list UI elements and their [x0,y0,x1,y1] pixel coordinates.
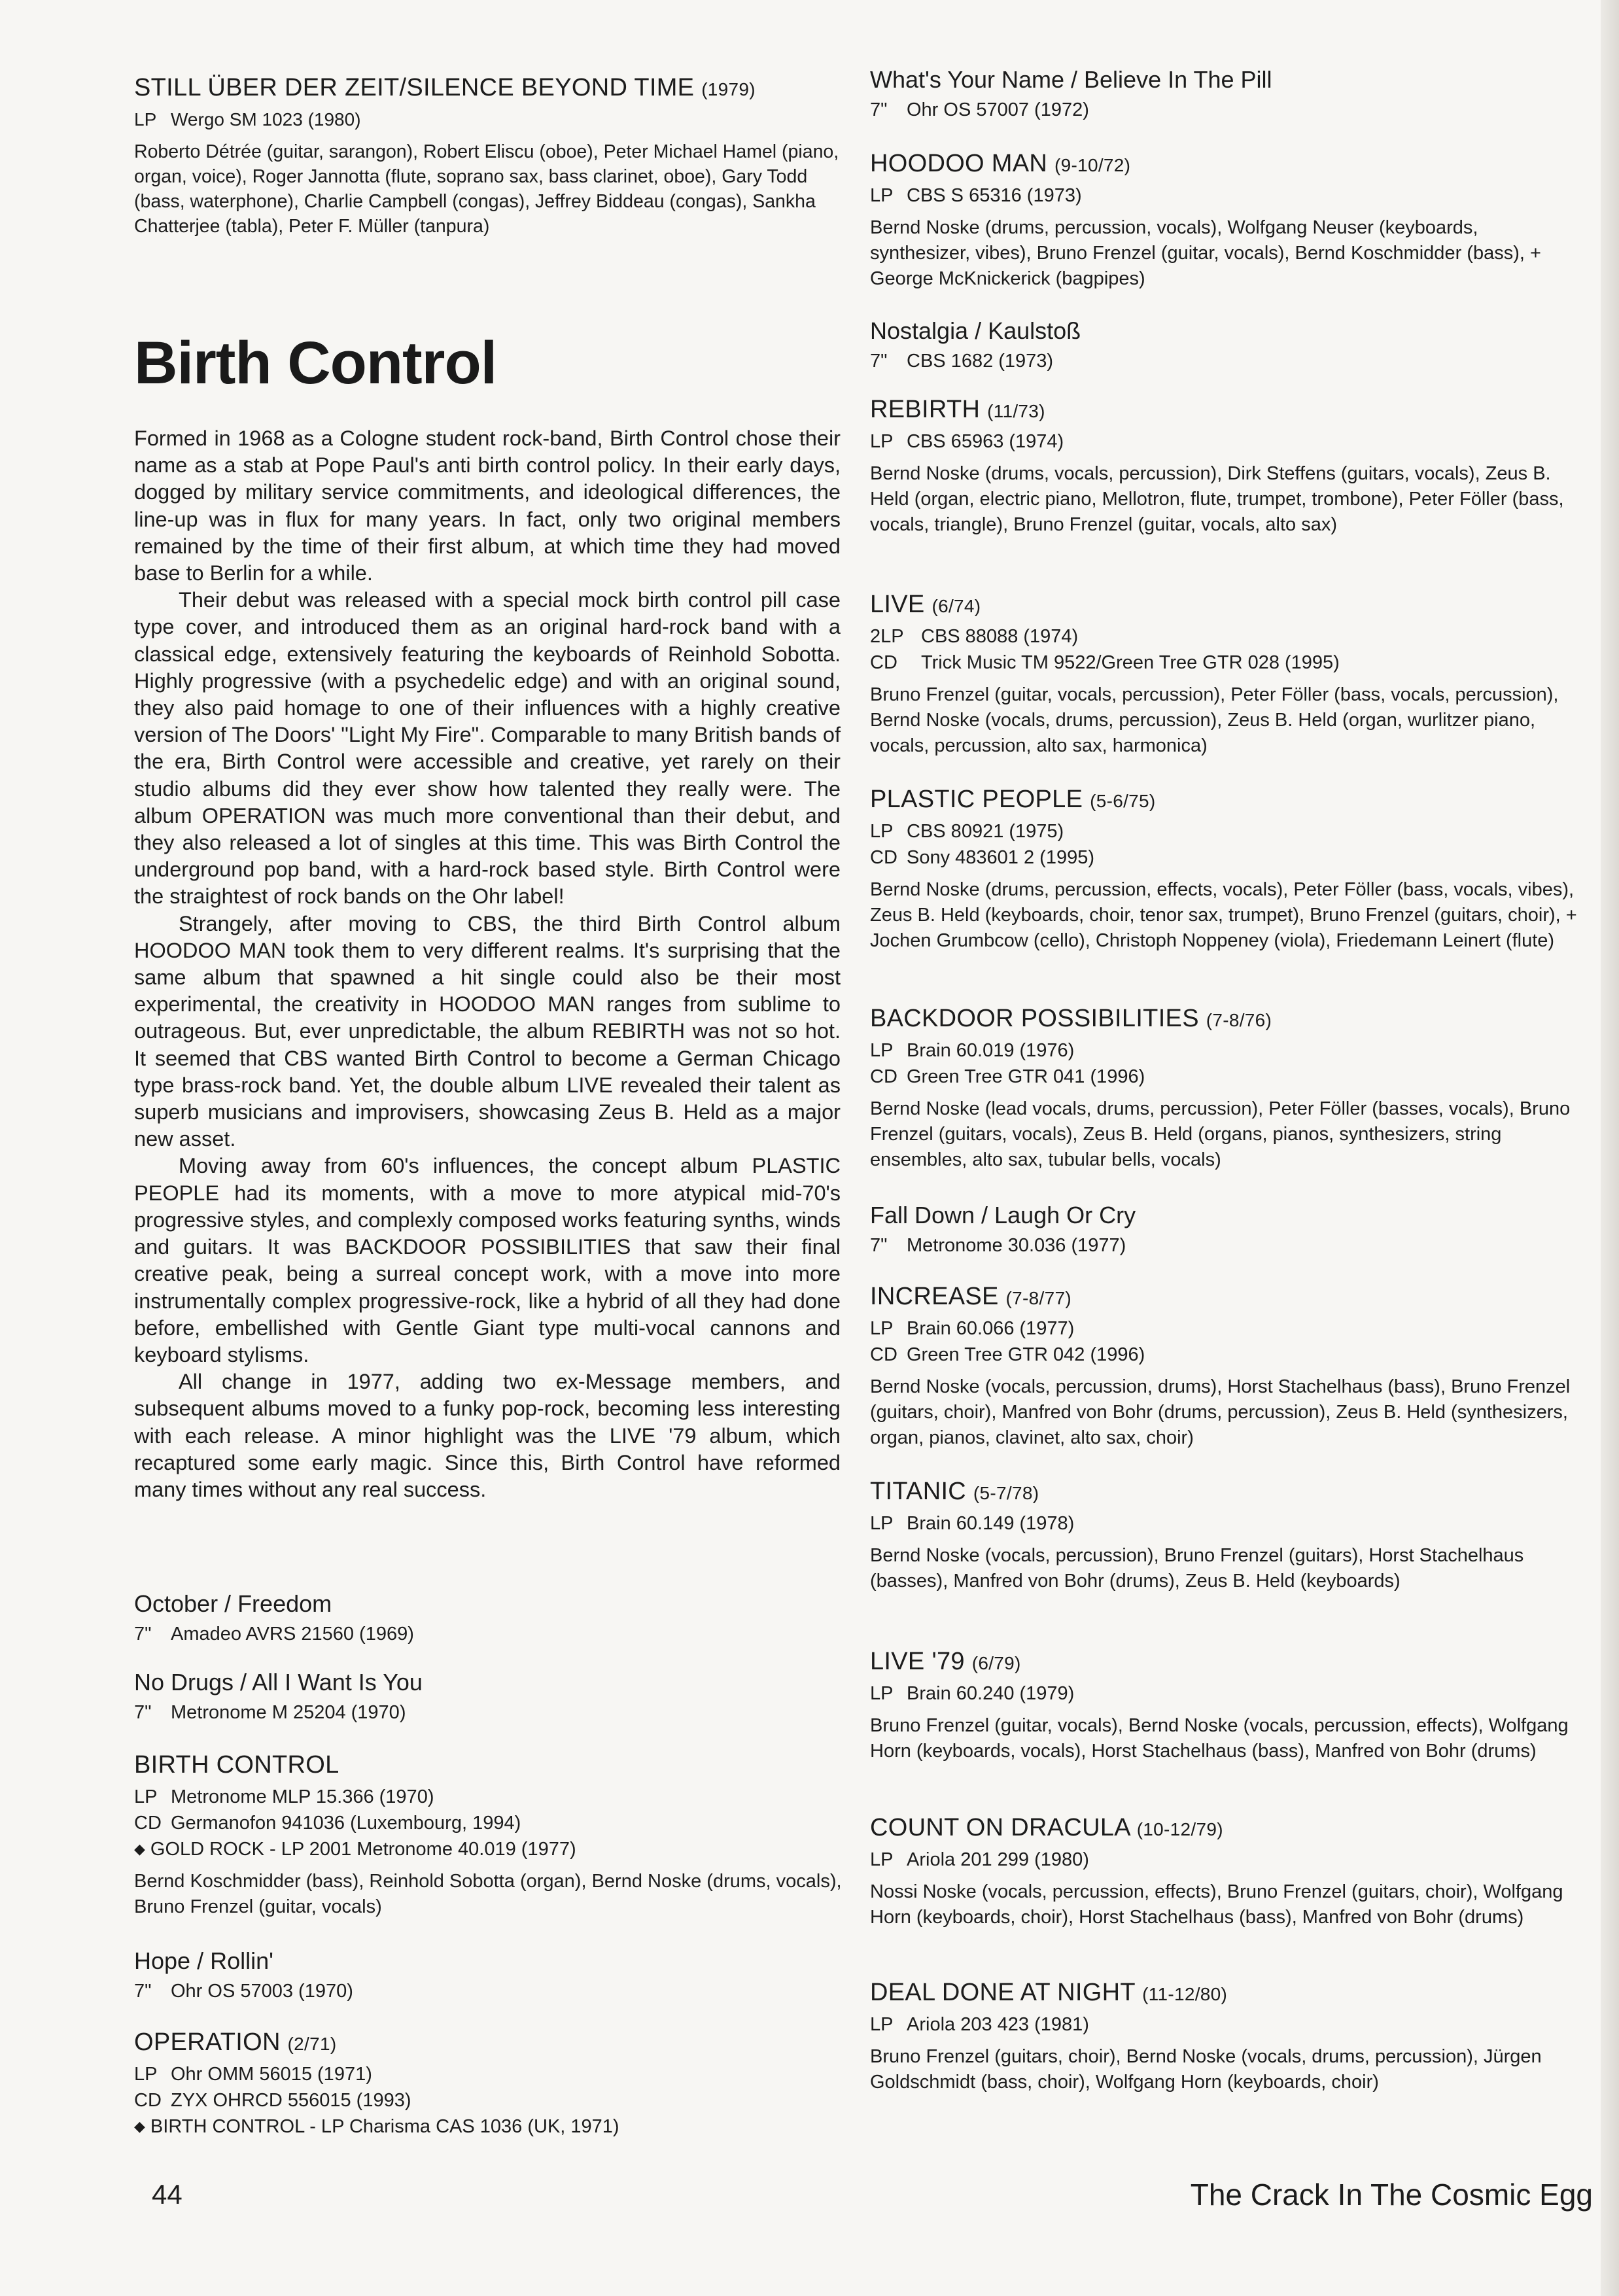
album-personnel: Bruno Frenzel (guitar, vocals), Bernd Noske (vocals, percussion, effects), Wolfgang Horn (keyboards, vocals), Horst Stachelhaus (bass), Manfred von Bohr (drums) [870,1715,1569,1762]
release-line: LP Metronome MLP 15.366 (1970) [134,1786,434,1807]
release-line: LP Ariola 203 423 (1981) [870,2014,1089,2035]
album-title: LIVE (6/74) [870,591,981,618]
bio-paragraph: Moving away from 60's influences, the concept album PLASTIC PEOPLE had its moments, with a move to more atypical mid-70's progressive styles, and complexly composed works featuring synths, winds and guitars. It was BACKDOOR POSSIBILITIES that saw their final creative peak, being a surreal concept work, with a move into more instrumentally complex progressive-rock, like a hybrid of all they had done before, embellished with Gentle Giant type multi-vocal cannons and keyboard stylisms. [134,1154,841,1366]
album-personnel: Bernd Noske (drums, percussion, effects, vocals), Peter Föller (bass, vocals, vibes), Zeus B. Held (keyboards, choir, tenor sax, trumpet), Bruno Frenzel (guitars, choir), + Jochen Grumbcow (cello), Christoph Noppeney (viola), Friedemann Leinert (flute) [870,879,1577,951]
album-personnel: Bernd Noske (vocals, percussion), Bruno Frenzel (guitars), Horst Stachelhaus (basses), Manfred von Bohr (drums), Zeus B. Held (keyboards) [870,1545,1524,1592]
album-title: BIRTH CONTROL [134,1751,339,1779]
release-line: 7" Ohr OS 57003 (1970) [134,1981,353,2002]
bio-paragraph: All change in 1977, adding two ex-Message members, and subsequent albums moved to a funky pop-rock, becoming less interesting with each release. A minor highlight was the LIVE '79 album, which recaptured some early magic. Since this, Birth Control have reformed many times without any real success. [134,1370,841,1501]
album-title: PLASTIC PEOPLE (5-6/75) [870,786,1156,813]
release-line: ◆ BIRTH CONTROL - LP Charisma CAS 1036 (UK, 1971) [134,2113,844,2140]
single-title: Fall Down / Laugh Or Cry [870,1202,1136,1228]
discography-entry [134,2028,844,2140]
diamond-bullet-icon: ◆ [134,2118,145,2134]
album-title: BACKDOOR POSSIBILITIES (7-8/76) [870,1005,1272,1032]
release-line: LP Brain 60.149 (1978) [870,1513,1075,1534]
album-personnel: Bernd Noske (drums, percussion, vocals), Wolfgang Neuser (keyboards, synthesizer, vibes), Bruno Frenzel (guitar, vocals), Bernd Koschmidder (bass), + George McKnickerick (bagpipes) [870,217,1541,289]
release-line: LP Brain 60.240 (1979) [870,1683,1075,1704]
release-line: CD ZYX OHRCD 556015 (1993) [134,2090,411,2111]
discography-entry [870,1647,1583,1764]
release-line: 7" Amadeo AVRS 21560 (1969) [134,1624,414,1644]
album-personnel: Nossi Noske (vocals, percussion, effects), Bruno Frenzel (guitars, choir), Wolfgang Horn (keyboards, choir), Horst Stachelhaus (bass), Manfred von Bohr (drums) [870,1881,1563,1928]
bio-paragraph: Their debut was released with a special mock birth control pill case type cover, and introduced them as an original hard-rock band with a classical edge, extensively featuring the keyboards of Reinhold Sobotta. Highly progressive (with a psychedelic edge) and with an original sound, they also paid homage to one of their influences with a highly creative version of The Doors' "Light My Fire". Comparable to many British bands of the era, Birth Control were accessible and creative, yet rarely on their studio albums did they ever show how talented they really were. The album OPERATION was much more conventional than their debut, and they also released a lot of singles at this time. This was Birth Control the underground pop band, with a hard-rock based style. Birth Control were the straightest of rock bands on the Ohr label! [134,588,841,909]
album-title: OPERATION (2/71) [134,2028,337,2056]
prev-entry [134,73,844,239]
artist-biography [134,425,841,1503]
release-line: LP CBS 65963 (1974) [870,431,1064,452]
bio-paragraph: Strangely, after moving to CBS, the third Birth Control album HOODOO MAN took them to very different realms. It's surprising that the same album that spawned a hit single could also be their most experimental, the creativity in HOODOO MAN ranges from sublime to outrageous. But, ever unpredictable, the album REBIRTH was not so hot. It seemed that CBS wanted Birth Control to become a German Chicago type brass-rock band. Yet, the double album LIVE revealed their talent as superb musicians and improvisers, showcasing Zeus B. Held as a major new asset. [134,911,841,1151]
discography-entry [134,1668,844,1726]
discography-entry [870,1282,1583,1451]
discography-entry [870,317,1583,374]
release-line: 7" Metronome M 25204 (1970) [134,1702,406,1723]
release-line: CD Sony 483601 2 (1995) [870,847,1094,868]
album-personnel: Bernd Noske (drums, vocals, percussion), Dirk Steffens (guitars, vocals), Zeus B. Held (organ, electric piano, Mellotron, flute, trumpet, trombone), Peter Föller (bass, vocals, triangle), Bruno Frenzel (guitar, vocals, alto sax) [870,463,1564,535]
single-title: Hope / Rollin' [134,1947,273,1974]
album-title: DEAL DONE AT NIGHT (11-12/80) [870,1979,1228,2006]
release-line: 7" CBS 1682 (1973) [870,351,1054,372]
album-personnel: Bruno Frenzel (guitar, vocals, percussion), Peter Föller (bass, vocals, percussion), Bernd Noske (vocals, drums, percussion), Zeus B. Held (organ, wurlitzer piano, vocals, percussion, alto sax, harmonica) [870,684,1559,756]
release-line: CD Trick Music TM 9522/Green Tree GTR 028 (1995) [870,652,1340,673]
album-title: INCREASE (7-8/77) [870,1283,1071,1310]
page-edge-shadow [1601,0,1619,2296]
release-line: CD Germanofon 941036 (Luxembourg, 1994) [134,1813,521,1834]
album-title: COUNT ON DRACULA (10-12/79) [870,1814,1223,1841]
single-title: What's Your Name / Believe In The Pill [870,66,1272,93]
discography-entry [134,1947,844,2004]
book-running-title: The Crack In The Cosmic Egg [1190,2178,1593,2212]
prev-entry-title: STILL ÜBER DER ZEIT/SILENCE BEYOND TIME (1979) [134,74,756,101]
album-personnel: Bernd Koschmidder (bass), Reinhold Sobotta (organ), Bernd Noske (drums, vocals), Bruno Frenzel (guitar, vocals) [134,1871,842,1917]
single-title: No Drugs / All I Want Is You [134,1669,423,1696]
discography-entry [870,1201,1583,1259]
release-line: CD Green Tree GTR 042 (1996) [870,1344,1145,1365]
discography-entry [134,1750,844,1920]
discography-entry [870,1004,1583,1173]
discography-entry [870,785,1583,954]
artist-heading: Birth Control [134,330,497,396]
album-title: TITANIC (5-7/78) [870,1478,1039,1505]
release-line: LP Brain 60.019 (1976) [870,1040,1075,1061]
discography-entry [870,149,1583,292]
release-line: LP CBS 80921 (1975) [870,821,1064,842]
album-personnel: Bernd Noske (vocals, percussion, drums), Horst Stachelhaus (bass), Bruno Frenzel (guitars, choir), Manfred von Bohr (drums, percussion), Zeus B. Held (synthesizers, organ, pianos, clavinet, alto sax, choir) [870,1376,1571,1448]
page-number: 44 [152,2179,183,2210]
release-line: LP Ariola 201 299 (1980) [870,1849,1089,1870]
album-title: REBIRTH (11/73) [870,396,1045,423]
release-line: ◆ GOLD ROCK - LP 2001 Metronome 40.019 (1977) [134,1836,844,1862]
album-personnel: Bernd Noske (lead vocals, drums, percussion), Peter Föller (basses, vocals), Bruno Frenzel (guitars, vocals), Zeus B. Held (organs, pianos, synthesizers, string ensembles, alto sax, tubular bells, vocals) [870,1098,1571,1170]
discography-entry [870,1978,1583,2095]
discography-entry [870,1477,1583,1594]
album-title: LIVE '79 (6/79) [870,1648,1021,1675]
bio-paragraph: Formed in 1968 as a Cologne student rock-band, Birth Control chose their name as a stab at Pope Paul's anti birth control policy. In their early days, dogged by military service commitments, and ideological differences, the line-up was in flux for many years. In fact, only two original members remained by the time of their first album, at which time they had moved base to Berlin for a while. [134,426,841,585]
prev-entry-personnel: Roberto Détrée (guitar, sarangon), Robert Eliscu (oboe), Peter Michael Hamel (piano, organ, voice), Roger Jannotta (flute, soprano sax, bass clarinet, oboe), Gary Todd (bass, waterphone), Charlie Campbell (congas), Jeffrey Biddeau (congas), Sankha Chatterjee (tabla), Peter F. Müller (tanpura) [134,141,839,237]
release-line: 7" Ohr OS 57007 (1972) [870,99,1089,120]
single-title: October / Freedom [134,1590,332,1617]
release-line: CD Green Tree GTR 041 (1996) [870,1066,1145,1087]
discography-entry [870,1813,1583,1930]
discography-entry [134,1590,844,1647]
album-personnel: Bruno Frenzel (guitars, choir), Bernd Noske (vocals, drums, percussion), Jürgen Goldschmidt (bass, choir), Wolfgang Horn (keyboards, choir) [870,2046,1542,2093]
album-title: HOODOO MAN (9-10/72) [870,150,1131,177]
discography-entry [870,65,1583,123]
release-line: LP Brain 60.066 (1977) [870,1318,1075,1339]
prev-entry-release: LP Wergo SM 1023 (1980) [134,109,361,130]
single-title: Nostalgia / Kaulstoß [870,317,1081,344]
diamond-bullet-icon: ◆ [134,1841,145,1857]
release-line: LP Ohr OMM 56015 (1971) [134,2064,372,2085]
discography-entry [870,590,1583,759]
release-line: 7" Metronome 30.036 (1977) [870,1235,1126,1256]
release-line: LP CBS S 65316 (1973) [870,185,1082,206]
discography-entry [870,395,1583,538]
release-line: 2LP CBS 88088 (1974) [870,626,1079,647]
